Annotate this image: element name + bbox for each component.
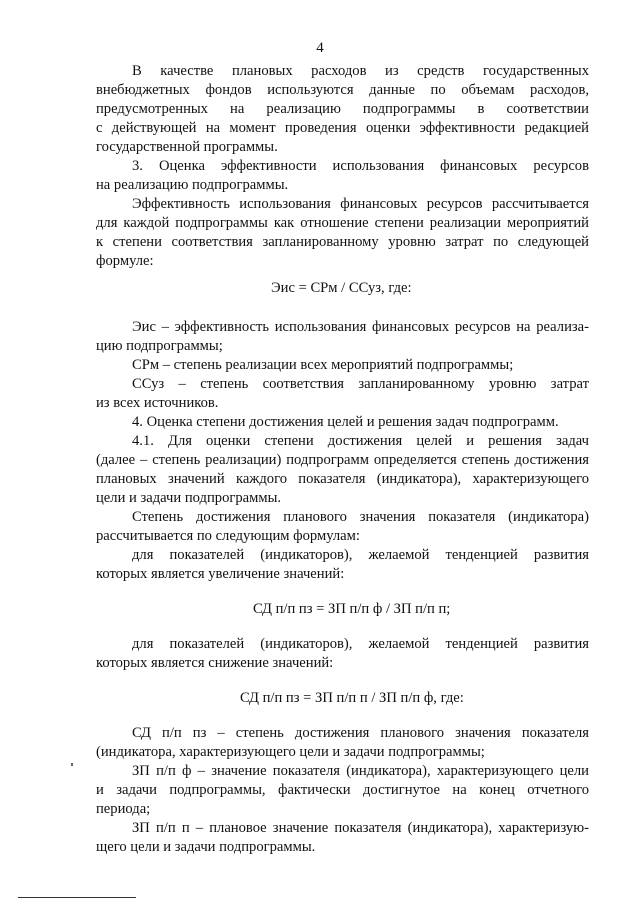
text-line: Эис = СРм / ССуз, где: <box>271 280 412 296</box>
spacer <box>96 271 589 279</box>
text-line: предусмотренных на реализацию подпрограммы в соответствии <box>96 101 589 117</box>
text-line: к степени соответствия запланированному уровню затрат по следующей <box>96 234 589 250</box>
spacer <box>96 619 589 635</box>
text-line: рассчитывается по следующим формулам: <box>96 528 360 544</box>
text-line: плановых значений каждого показателя (индикатора), характеризующего <box>96 471 589 487</box>
text-line: (индикатора, характеризующего цели и задачи подпрограммы; <box>96 744 485 760</box>
text-line: на реализацию подпрограммы. <box>96 177 289 193</box>
spacer <box>96 584 589 600</box>
text-line: периода; <box>96 801 151 817</box>
spacer <box>96 673 589 689</box>
text-line: СД п/п пз = ЗП п/п ф / ЗП п/п п; <box>253 601 451 617</box>
text-line: Эффективность использования финансовых ресурсов рассчитывается <box>132 196 589 212</box>
spacer <box>96 298 589 318</box>
text-line: государственной программы. <box>96 139 278 155</box>
text-line: которых является увеличение значений: <box>96 566 345 582</box>
margin-mark <box>71 763 73 766</box>
text-line: Эис – эффективность использования финансовых ресурсов на реализа- <box>132 319 589 335</box>
text-line: которых является снижение значений: <box>96 655 334 671</box>
spacer <box>96 708 589 724</box>
text-line: из всех источников. <box>96 395 219 411</box>
page-number: 4 <box>316 40 324 56</box>
text-line: и задачи подпрограммы, фактически достигнутое на конец отчетного <box>96 782 589 798</box>
text-line: ЗП п/п ф – значение показателя (индикатора), характеризующего цели <box>132 763 589 779</box>
text-line: 3. Оценка эффективности использования финансовых ресурсов <box>132 158 589 174</box>
text-line: В качестве плановых расходов из средств государственных <box>132 63 589 79</box>
text-line: ССуз – степень соответствия запланированному уровню затрат <box>132 376 589 392</box>
text-line: 4.1. Для оценки степени достижения целей и решения задач <box>132 433 589 449</box>
text-line: щего цели и задачи подпрограммы. <box>96 839 316 855</box>
text-line: ЗП п/п п – плановое значение показателя (индикатора), характеризую- <box>132 820 589 836</box>
text-line: 4. Оценка степени достижения целей и решения задач подпрограмм. <box>132 414 559 430</box>
text-line: (далее – степень реализации) подпрограмм определяется степень достижения <box>96 452 589 468</box>
text-line: Степень достижения планового значения показателя (индикатора) <box>132 509 589 525</box>
text-line: с действующей на момент проведения оценки эффективности редакцией <box>96 120 589 136</box>
text-line: СРм – степень реализации всех мероприятий подпрограммы; <box>132 357 514 373</box>
text-line: для каждой подпрограммы как отношение степени реализации мероприятий <box>96 215 589 231</box>
footnote-separator <box>18 897 136 898</box>
text-line: внебюджетных фондов используются данные по объемам расходов, <box>96 82 589 98</box>
text-line: СД п/п пз – степень достижения планового значения показателя <box>132 725 589 741</box>
text-line: для показателей (индикаторов), желаемой тенденцией развития <box>132 636 589 652</box>
text-line: формуле: <box>96 253 154 269</box>
text-line: цию подпрограммы; <box>96 338 223 354</box>
document-body <box>96 62 589 857</box>
text-line: СД п/п пз = ЗП п/п п / ЗП п/п ф, где: <box>240 690 464 706</box>
text-line: для показателей (индикаторов), желаемой тенденцией развития <box>132 547 589 563</box>
text-line: цели и задачи подпрограммы. <box>96 490 282 506</box>
